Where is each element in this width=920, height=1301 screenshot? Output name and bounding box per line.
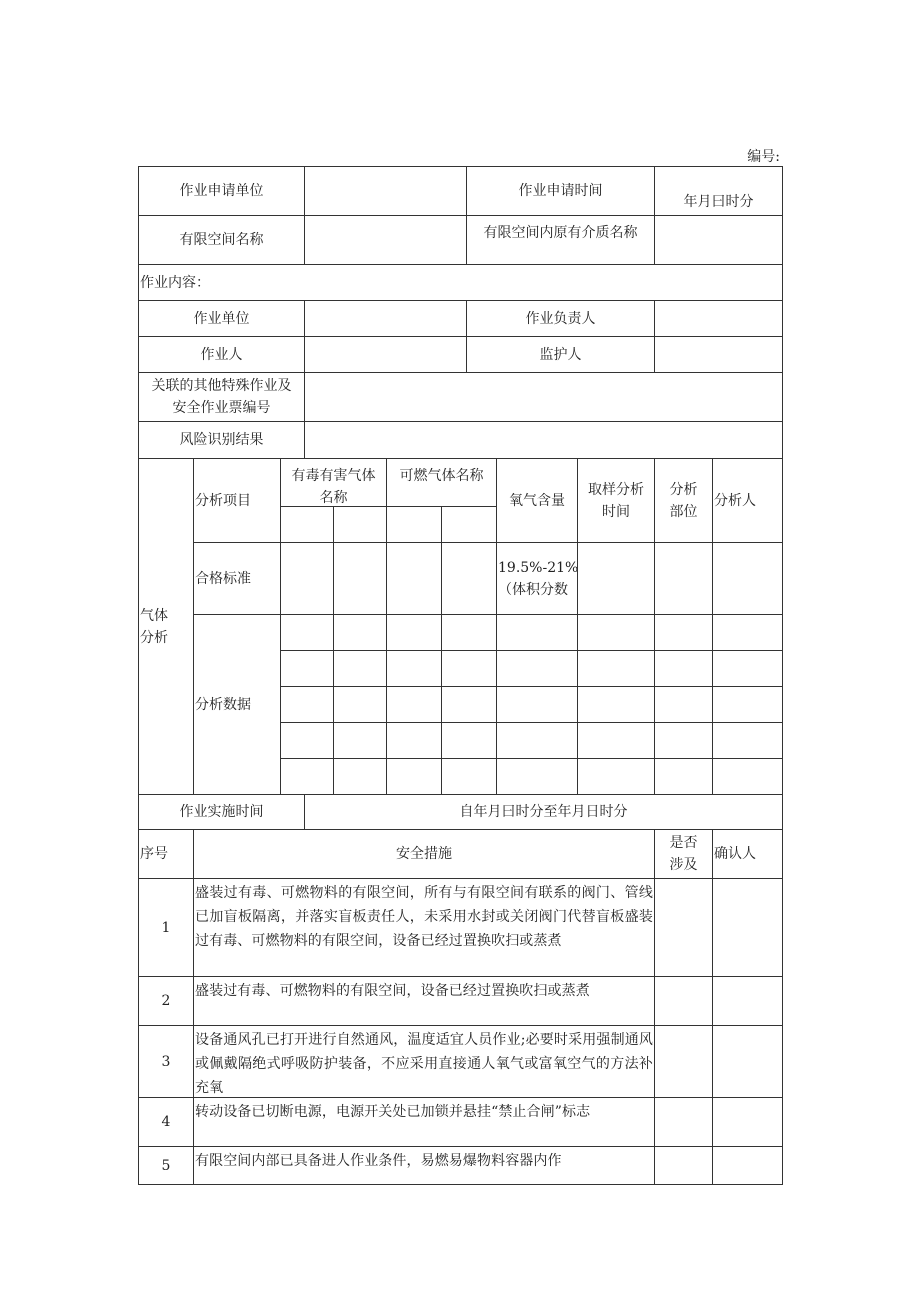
measure-text-text: 有限空间内部已具备进人作业条件，易燃易爆物料容器内作 <box>195 1153 562 1169</box>
risk-label-text: 风险识别结果 <box>179 432 264 448</box>
work-content-field-text: 作业内容： <box>140 274 210 291</box>
involved-header <box>654 829 713 879</box>
measure-number-text: 2 <box>161 993 171 1009</box>
confirmer-header <box>712 829 783 879</box>
involved-field[interactable] <box>654 878 713 977</box>
involved-field[interactable] <box>654 1097 713 1147</box>
related-work-label-text: 关联的其他特殊作业及 安全作业票编号 <box>151 378 292 416</box>
work-leader-label-text: 作业负责人 <box>525 310 596 327</box>
confirmer-field[interactable] <box>712 1025 783 1098</box>
measure-number-text: 3 <box>161 1053 171 1070</box>
measure-text <box>193 1146 655 1185</box>
analysis-data-field[interactable] <box>577 650 655 687</box>
measure-header-text: 安全措施 <box>396 846 452 862</box>
measure-no-header-text: 序号 <box>140 846 168 862</box>
oxygen-standard-value <box>496 542 578 615</box>
related-work-field[interactable] <box>304 372 783 422</box>
apply-time-label <box>466 166 655 216</box>
gas-name-field[interactable] <box>333 506 387 543</box>
standard-field[interactable] <box>712 542 783 615</box>
analysis-data-field[interactable] <box>333 650 387 687</box>
space-name-label-text: 有限空间名称 <box>179 232 264 248</box>
analysis-data-field[interactable] <box>441 614 497 651</box>
analysis-data-field[interactable] <box>441 758 497 795</box>
confirmer-field[interactable] <box>712 976 783 1026</box>
standard-label-text: 合格标准 <box>195 570 251 587</box>
analysis-data-field[interactable] <box>496 614 578 651</box>
involved-field[interactable] <box>654 1146 713 1185</box>
analysis-data-field[interactable] <box>654 722 713 759</box>
risk-label <box>138 421 305 459</box>
analysis-data-field[interactable] <box>496 686 578 723</box>
analysis-position-label <box>654 458 713 543</box>
analysis-data-field[interactable] <box>441 686 497 723</box>
measure-text <box>193 878 655 977</box>
analysis-data-field[interactable] <box>654 686 713 723</box>
analysis-data-field[interactable] <box>333 758 387 795</box>
worker-label-text: 作业人 <box>200 346 243 363</box>
analysis-data-field[interactable] <box>712 614 783 651</box>
analysis-data-field[interactable] <box>654 614 713 651</box>
analysis-position-label-text: 分析 部位 <box>669 481 698 520</box>
gas-analysis-label <box>138 458 194 795</box>
analysis-data-field[interactable] <box>386 614 442 651</box>
analysis-data-field[interactable] <box>280 758 334 795</box>
implementation-time-label <box>138 794 305 830</box>
analysis-data-field[interactable] <box>386 758 442 795</box>
standard-field[interactable] <box>386 542 442 615</box>
measure-number <box>138 1146 194 1185</box>
flammable-gas-label-text: 可燃气体名称 <box>399 468 484 484</box>
analysis-data-field[interactable] <box>654 650 713 687</box>
flammable-gas-label <box>386 458 497 507</box>
apply-time-field-text: 年月曰时分 <box>683 194 754 210</box>
analysis-data-field[interactable] <box>577 758 655 795</box>
analysis-data-field[interactable] <box>441 722 497 759</box>
analysis-data-label <box>193 614 281 795</box>
apply-unit-field[interactable] <box>304 166 467 216</box>
medium-name-label <box>466 215 655 265</box>
analysis-data-field[interactable] <box>654 758 713 795</box>
gas-name-field[interactable] <box>280 506 334 543</box>
standard-field[interactable] <box>280 542 334 615</box>
sample-time-label <box>577 458 655 543</box>
analysis-data-field[interactable] <box>712 650 783 687</box>
measure-text <box>193 1025 655 1098</box>
work-leader-label <box>466 300 655 337</box>
standard-field[interactable] <box>577 542 655 615</box>
measure-no-header <box>138 829 194 879</box>
analysis-data-field[interactable] <box>386 722 442 759</box>
analysis-data-field[interactable] <box>496 722 578 759</box>
work-unit-label <box>138 300 305 337</box>
medium-name-field[interactable] <box>654 215 783 265</box>
gas-name-field[interactable] <box>441 506 497 543</box>
analyst-label <box>712 458 783 543</box>
standard-field[interactable] <box>333 542 387 615</box>
analysis-data-field[interactable] <box>333 614 387 651</box>
measure-text-text: 转动设备已切断电源，电源开关处已加锁并悬挂“禁止合闸”标志 <box>195 1104 591 1120</box>
analysis-data-field[interactable] <box>441 650 497 687</box>
sample-time-label-text: 取样分析 时间 <box>588 481 644 520</box>
space-name-field[interactable] <box>304 215 467 265</box>
guardian-label-text: 监护人 <box>539 346 582 363</box>
involved-field[interactable] <box>654 976 713 1026</box>
implementation-time-field-text: 自年月曰时分至年月日时分 <box>459 804 628 820</box>
analysis-data-field[interactable] <box>577 614 655 651</box>
confirmer-header-text: 确认人 <box>714 846 756 862</box>
work-leader-field[interactable] <box>654 300 783 337</box>
measure-number <box>138 878 194 977</box>
toxic-gas-label-text: 有毒有害气体 名称 <box>291 468 376 506</box>
analysis-data-field[interactable] <box>280 722 334 759</box>
oxygen-label <box>496 458 578 543</box>
worker-label <box>138 336 305 373</box>
measure-number <box>138 1025 194 1098</box>
analysis-data-field[interactable] <box>386 686 442 723</box>
gas-name-field[interactable] <box>386 506 442 543</box>
apply-time-field[interactable] <box>654 166 783 216</box>
confirmer-field[interactable] <box>712 1146 783 1185</box>
implementation-time-field[interactable] <box>304 794 783 830</box>
measure-number <box>138 1097 194 1147</box>
involved-field[interactable] <box>654 1025 713 1098</box>
work-content-field[interactable] <box>138 264 783 301</box>
space-name-label <box>138 215 305 265</box>
form-number-label: 编号: <box>747 149 780 165</box>
analysis-data-field[interactable] <box>280 650 334 687</box>
analysis-data-field[interactable] <box>577 722 655 759</box>
analysis-item-label-text: 分析项目 <box>195 492 251 509</box>
analysis-data-field[interactable] <box>577 686 655 723</box>
apply-unit-label-text: 作业申请单位 <box>179 183 264 199</box>
work-unit-field[interactable] <box>304 300 467 337</box>
analysis-data-label-text: 分析数据 <box>195 696 251 713</box>
apply-time-label-text: 作业申请时间 <box>518 183 603 199</box>
apply-unit-label <box>138 166 305 216</box>
analyst-label-text: 分析人 <box>714 492 756 509</box>
standard-field[interactable] <box>654 542 713 615</box>
analysis-data-field[interactable] <box>280 686 334 723</box>
standard-label <box>193 542 281 615</box>
guardian-field[interactable] <box>654 336 783 373</box>
measure-number-text: 5 <box>161 1157 171 1174</box>
measure-text <box>193 976 655 1026</box>
measure-header <box>193 829 655 879</box>
measure-text-text: 盛装过有毒、可燃物料的有限空间，所有与有限空间有联系的阀门、管线已加盲板隔离，并落实盲板责任人，未采用水封或关闭阀门代替盲板盛装过有毒、可燃物料的有限空间，设备已经过置换吹扫或蒸煮 <box>195 885 653 949</box>
analysis-data-field[interactable] <box>712 686 783 723</box>
oxygen-standard-value-text: 19.5%-21% （体积分数 <box>498 559 579 598</box>
implementation-time-label-text: 作业实施时间 <box>179 804 264 820</box>
confirmer-field[interactable] <box>712 1097 783 1147</box>
analysis-data-field[interactable] <box>333 722 387 759</box>
involved-header-text: 是否 涉及 <box>669 835 698 873</box>
medium-name-label-text: 有限空间内原有介质名称 <box>483 225 638 241</box>
measure-number-text: 1 <box>161 919 171 936</box>
work-unit-label-text: 作业单位 <box>193 310 250 327</box>
measure-text-text: 盛装过有毒、可燃物料的有限空间，设备已经过置换吹扫或蒸煮 <box>195 983 590 999</box>
risk-field[interactable] <box>304 421 783 459</box>
analysis-data-field[interactable] <box>386 650 442 687</box>
gas-analysis-label-text: 气体 分析 <box>140 607 168 646</box>
confirmer-field[interactable] <box>712 878 783 977</box>
oxygen-label-text: 氧气含量 <box>509 492 565 509</box>
measure-text <box>193 1097 655 1147</box>
analysis-data-field[interactable] <box>712 722 783 759</box>
analysis-item-label <box>193 458 281 543</box>
measure-number-text: 4 <box>161 1114 171 1130</box>
measure-text-text: 设备通风孔已打开进行自然通风，温度适宜人员作业;必要时采用强制通风或佩戴隔绝式呼吸防护装备，不应采用直接通人氧气或富氧空气的方法补充氧 <box>195 1032 653 1096</box>
related-work-label <box>138 372 305 422</box>
worker-field[interactable] <box>304 336 467 373</box>
guardian-label <box>466 336 655 373</box>
standard-field[interactable] <box>441 542 497 615</box>
analysis-data-field[interactable] <box>496 758 578 795</box>
analysis-data-field[interactable] <box>333 686 387 723</box>
analysis-data-field[interactable] <box>712 758 783 795</box>
toxic-gas-label <box>280 458 387 507</box>
measure-number <box>138 976 194 1026</box>
analysis-data-field[interactable] <box>280 614 334 651</box>
analysis-data-field[interactable] <box>496 650 578 687</box>
